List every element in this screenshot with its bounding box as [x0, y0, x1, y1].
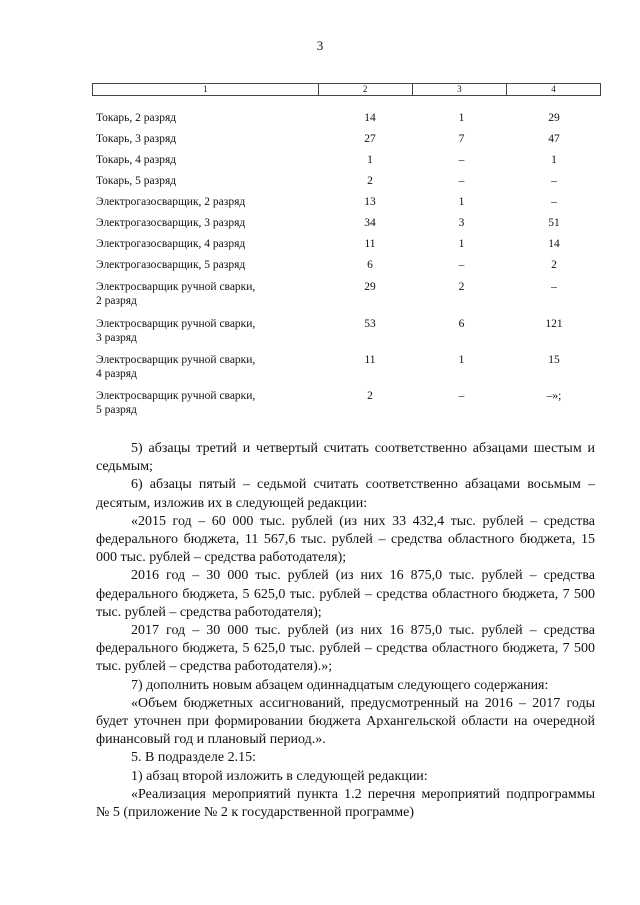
paragraph: 1) абзац второй изложить в следующей редакции: — [131, 768, 428, 784]
profession-name-line1: Электросварщик ручной сварки, — [96, 390, 256, 402]
body-text — [96, 440, 595, 822]
table-row — [96, 353, 601, 389]
profession-name: Токарь, 5 разряд — [96, 175, 177, 187]
profession-name: Электрогазосварщик, 5 разряд — [96, 259, 246, 271]
col2-value: 11 — [364, 238, 376, 250]
column-header-1: 1 — [93, 84, 319, 96]
paragraph: 6) абзацы пятый – седьмой считать соответственно абзацами восьмым – десятым, изложив их в следующей редакции: — [96, 477, 595, 511]
table-row — [96, 132, 601, 153]
profession-name-line2: 2 разряд — [96, 295, 137, 307]
col4-value: 51 — [548, 217, 560, 229]
table-row — [96, 111, 601, 132]
paragraph: «Объем бюджетных ассигнований, предусмотренный на 2016 – 2017 годы будет уточнен при формировании бюджета Архангельской области на очередной финансовый год и плановый период.». — [96, 695, 595, 748]
profession-name-line1: Электросварщик ручной сварки, — [96, 281, 256, 293]
table-row — [96, 389, 601, 425]
col4-value: 1 — [551, 154, 557, 166]
col4-value: 15 — [548, 354, 560, 366]
profession-name-line2: 5 разряд — [96, 404, 137, 416]
col3-value: 1 — [458, 354, 465, 366]
profession-name: Электрогазосварщик, 4 разряд — [96, 238, 246, 250]
col2-value: 53 — [364, 318, 376, 330]
table-body — [96, 111, 601, 425]
table-row — [96, 317, 601, 353]
col3-value: – — [458, 390, 465, 402]
profession-name — [96, 317, 326, 345]
col2-value: 27 — [364, 133, 376, 145]
col2-value: 14 — [364, 112, 376, 124]
col3-value: 2 — [458, 281, 465, 293]
col4-value: – — [551, 175, 557, 187]
paragraph: «2015 год – 60 000 тыс. рублей (из них 33 432,4 тыс. рублей – средства федерального бюджета, 11 567,6 тыс. рублей – средства областного бюджета, 15 000 тыс. рублей – средства работодателя); — [96, 513, 595, 566]
profession-name: Токарь, 3 разряд — [96, 133, 177, 145]
paragraph: 2016 год – 30 000 тыс. рублей (из них 16 875,0 тыс. рублей – средства федерального бюджета, 5 625,0 тыс. рублей – средства областного бюджета, 7 500 тыс. рублей – средства работодателя); — [96, 568, 595, 620]
profession-name: Электрогазосварщик, 2 разряд — [96, 196, 246, 208]
col4-value: –»; — [546, 390, 562, 402]
col3-value: 1 — [458, 196, 465, 208]
col3-value: 7 — [458, 133, 465, 145]
col3-value: – — [458, 154, 465, 166]
profession-name-line2: 3 разряд — [96, 332, 137, 344]
profession-name: Токарь, 4 разряд — [96, 154, 177, 166]
col3-value: 3 — [458, 217, 465, 229]
col4-value: – — [551, 281, 557, 293]
paragraph: 5. В подразделе 2.15: — [131, 750, 256, 766]
col3-value: 1 — [458, 238, 465, 250]
col2-value: 2 — [367, 175, 373, 187]
profession-name-line1: Электросварщик ручной сварки, — [96, 318, 256, 330]
col4-value: 29 — [548, 112, 560, 124]
page-number: 3 — [316, 38, 324, 53]
table-row — [96, 153, 601, 174]
profession-name — [96, 389, 326, 417]
profession-name-line2: 4 разряд — [96, 368, 137, 380]
col4-value: 121 — [545, 318, 563, 330]
col4-value: 47 — [548, 133, 560, 145]
col4-value: 14 — [548, 238, 560, 250]
profession-name: Электрогазосварщик, 3 разряд — [96, 217, 246, 229]
col3-value: 6 — [458, 318, 465, 330]
profession-name — [96, 280, 326, 308]
column-header-4: 4 — [506, 84, 600, 96]
col3-value: 1 — [458, 112, 465, 124]
table-row — [96, 174, 601, 195]
col2-value: 34 — [364, 217, 376, 229]
col2-value: 1 — [367, 154, 373, 166]
table-row — [96, 216, 601, 237]
col2-value: 2 — [367, 390, 373, 402]
paragraph: 7) дополнить новым абзацем одиннадцатым следующего содержания: — [131, 677, 549, 693]
profession-name: Токарь, 2 разряд — [96, 112, 177, 124]
column-header-3: 3 — [412, 84, 506, 96]
col4-value: – — [551, 196, 557, 208]
profession-name-line1: Электросварщик ручной сварки, — [96, 354, 256, 366]
table-row — [96, 237, 601, 258]
paragraph: 5) абзацы третий и четвертый считать соответственно абзацами шестым и седьмым; — [96, 441, 595, 475]
table-row — [96, 195, 601, 216]
column-header-2: 2 — [318, 84, 412, 96]
col2-value: 6 — [367, 259, 373, 271]
col3-value: – — [458, 259, 465, 271]
paragraph: «Реализация мероприятий пункта 1.2 перечня мероприятий подпрограммы № 5 (приложение № 2 к государственной программе) — [96, 786, 595, 821]
col4-value: 2 — [551, 259, 557, 271]
col3-value: – — [458, 175, 465, 187]
col2-value: 29 — [364, 281, 376, 293]
col2-value: 11 — [364, 354, 376, 366]
paragraph: 2017 год – 30 000 тыс. рублей (из них 16 875,0 тыс. рублей – средства федерального бюджета, 5 625,0 тыс. рублей – средства областного бюджета, 7 500 тыс. рублей – средства работодателя).»; — [96, 623, 595, 675]
table-row — [96, 280, 601, 317]
table-column-headers — [92, 83, 601, 96]
profession-name — [96, 353, 326, 381]
table-row — [96, 258, 601, 280]
col2-value: 13 — [364, 196, 376, 208]
